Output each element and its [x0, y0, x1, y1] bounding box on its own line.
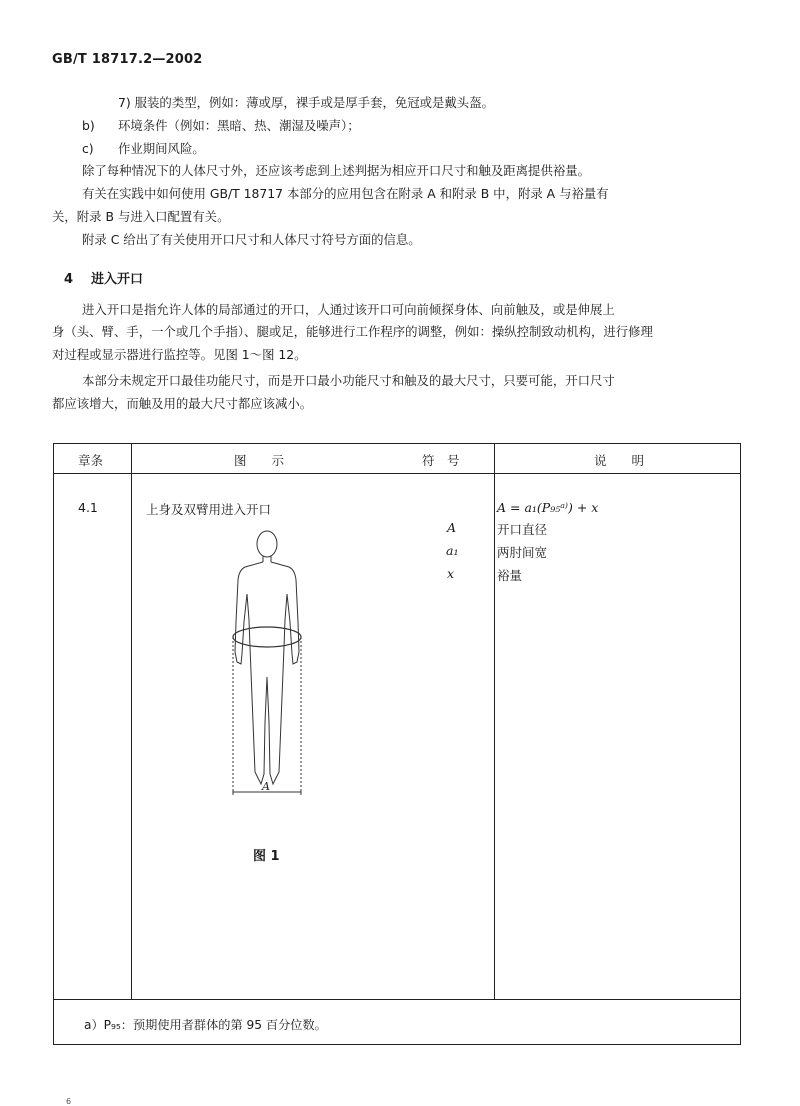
formula: A = a₁(P₉₅ᵃ⁾) + x: [497, 500, 599, 515]
description-opening-diameter: 开口直径: [497, 522, 548, 537]
symbol-a1: a₁: [446, 543, 459, 558]
header-symbol: 符 号: [422, 453, 460, 468]
column-divider: [494, 444, 495, 999]
header-figure: 图 示: [234, 453, 285, 468]
table-footnote: a）P₉₅：预期使用者群体的第 95 百分位数。: [84, 1018, 327, 1032]
footnote-divider: [54, 999, 740, 1000]
list-item-b-label: b): [82, 118, 95, 133]
section-number: 4: [64, 272, 74, 287]
list-item-environment: 环境条件（例如：黑暗、热、潮湿及噪声）；: [118, 118, 360, 133]
standard-number: GB/T 18717.2—2002: [52, 52, 203, 67]
figure-caption: 图 1: [253, 849, 280, 864]
list-item-risk: 作业期间风险。: [118, 141, 205, 156]
column-divider: [131, 444, 132, 999]
paragraph-annex-a: 有关在实践中如何使用 GB/T 18717 本部分的应用包含在附录 A 和附录 B 中，附录 A 与裕量有: [82, 186, 609, 201]
section-paragraph-line-1: 进入开口是指允许人体的局部通过的开口，人通过该开口可向前倾探身体、向前触及，或是伸展上: [82, 302, 615, 317]
clause-number: 4.1: [78, 500, 98, 515]
specification-table: [53, 443, 741, 1045]
page-mark: 6: [66, 1097, 72, 1106]
figure-title: 上身及双臂用进入开口: [146, 502, 272, 517]
header-description: 说 明: [594, 453, 645, 468]
description-elbow-width: 两肘间宽: [497, 545, 548, 560]
header-divider: [54, 473, 740, 474]
symbol-x: x: [447, 566, 455, 581]
paragraph-annex-c: 附录 C 给出了有关使用开口尺寸和人体尺寸符号方面的信息。: [82, 232, 421, 247]
section-heading: [64, 268, 143, 287]
section-paragraph-line-2: 身（头、臂、手，一个或几个手指）、腿或足，能够进行工作程序的调整，例如：操纵控制致动机构，进行修理: [52, 324, 653, 339]
list-item-c-label: c): [82, 141, 94, 156]
paragraph-annex-b: 关，附录 B 与进入口配置有关。: [52, 209, 230, 224]
section-title: 进入开口: [91, 272, 144, 287]
section-paragraph2-line-1: 本部分未规定开口最佳功能尺寸，而是开口最小功能尺寸和触及的最大尺寸，只要可能，开口尺寸: [82, 373, 615, 388]
figure-head: [257, 531, 277, 557]
section-paragraph2-line-2: 都应该增大，而触及用的最大尺寸都应该减小。: [52, 396, 313, 411]
section-paragraph-line-3: 对过程或显示器进行监控等。见图 1～图 12。: [52, 347, 307, 362]
paragraph-allowance: 除了每种情况下的人体尺寸外，还应该考虑到上述判据为相应开口尺寸和触及距离提供裕量。: [82, 163, 591, 178]
description-allowance: 裕量: [497, 568, 523, 583]
opening-cylinder: [233, 637, 301, 792]
dimension-label: A: [262, 780, 270, 793]
human-figure-illustration: [209, 522, 349, 802]
list-item-clothing: 7) 服装的类型，例如：薄或厚，裸手或是厚手套，免冠或是戴头盔。: [118, 95, 494, 110]
symbol-a: A: [447, 520, 457, 535]
header-clause: 章条: [78, 453, 104, 468]
